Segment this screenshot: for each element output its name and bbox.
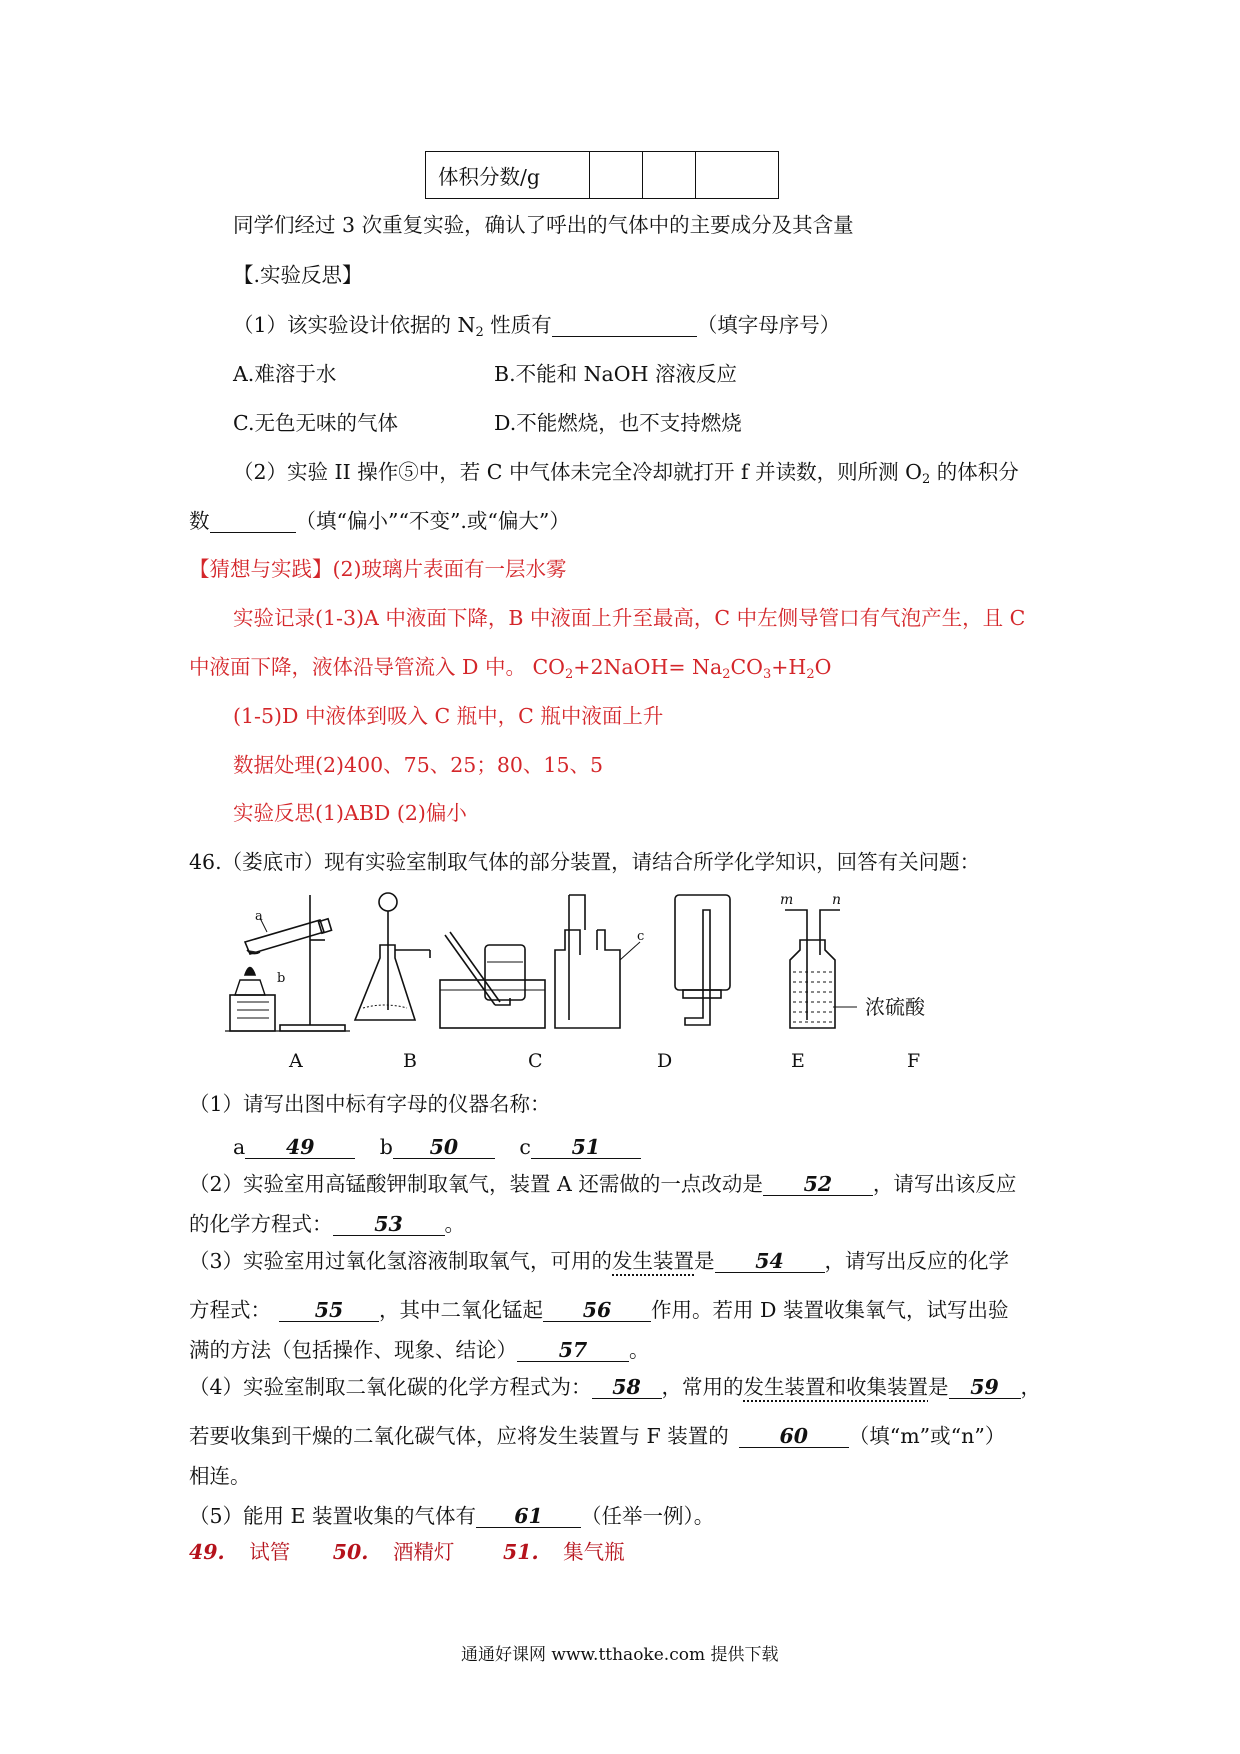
answer-blank: 60 — [739, 1425, 849, 1448]
text: （2）实验室用高锰酸钾制取氧气，装置 A 还需做的一点改动是 — [189, 1172, 763, 1196]
text: 若要收集到干燥的二氧化碳气体，应将发生装置与 F 装置的 — [189, 1424, 729, 1448]
table-cell — [643, 152, 696, 199]
text: 。 — [444, 1212, 465, 1236]
question-2 — [233, 458, 1019, 486]
apparatus-d — [555, 895, 644, 1028]
mark-n: n — [832, 892, 842, 908]
text: O — [814, 655, 832, 679]
figure-label-e: E — [791, 1050, 805, 1070]
mark-acid: 浓硫酸 — [865, 995, 925, 1019]
text: a — [233, 1135, 246, 1159]
text: 满的方法（包括操作、现象、结论） — [189, 1338, 517, 1362]
answer-blank: 58 — [592, 1376, 662, 1399]
sub-question-3-cont2 — [189, 1336, 650, 1364]
question-2-cont — [189, 507, 570, 535]
text: 中液面下降，液体沿导管流入 D 中。 CO — [189, 655, 565, 679]
text: ，请写出反应的化学 — [824, 1249, 1010, 1273]
final-answers — [189, 1538, 625, 1566]
text: 作用。若用 D 装置收集氧气，试写出验 — [651, 1298, 1009, 1322]
text: ，其中二氧化锰起 — [379, 1298, 543, 1322]
text: ，请写出该反应 — [872, 1172, 1017, 1196]
answer-value: 酒精灯 — [392, 1540, 455, 1564]
sub-question-3-cont — [189, 1296, 1008, 1324]
text: 性质有 — [483, 313, 552, 337]
text: 是 — [694, 1249, 715, 1273]
answer-line: (1-5)D 中液体到吸入 C 瓶中，C 瓶中液面上升 — [233, 704, 664, 728]
table-row-label: 体积分数/g — [426, 152, 590, 199]
apparatus-e — [675, 895, 730, 1025]
text: （5）能用 E 装置收集的气体有 — [189, 1504, 477, 1528]
answer-line: 实验记录(1-3)A 中液面下降，B 中液面上升至最高，C 中左侧导管口有气泡产生，且 C — [233, 606, 1026, 630]
answer-line: 实验反思(1)ABD (2)偏小 — [233, 801, 467, 825]
text: （填字母序号） — [696, 313, 841, 337]
subscript: 2 — [921, 472, 931, 487]
apparatus-b — [355, 893, 430, 1020]
text: （填“偏小”“不变”.或“偏大”） — [295, 509, 570, 533]
answer-blank — [552, 314, 697, 337]
text: （1）该实验设计依据的 N — [233, 313, 476, 337]
mark-c: c — [637, 929, 645, 944]
text: ， — [1020, 1375, 1042, 1399]
figure-label-c: C — [528, 1050, 543, 1070]
option-d: D.不能燃烧，也不支持燃烧 — [494, 411, 742, 435]
mark-m: m — [780, 892, 794, 908]
answer-blank: 49 — [245, 1136, 355, 1159]
subscript: 2 — [475, 325, 484, 340]
text: +H — [771, 655, 807, 679]
emphasis-text: 发生装置和收集装置 — [743, 1375, 929, 1399]
answer-blank: 54 — [715, 1250, 825, 1273]
answer-number: 49. — [189, 1540, 225, 1564]
subscript: 2 — [806, 667, 815, 682]
mark-a: a — [255, 909, 263, 924]
table-row — [426, 152, 779, 199]
answer-equation-line — [189, 653, 831, 681]
apparatus-a — [230, 895, 345, 1031]
text: （填“m”或“n”） — [848, 1424, 1006, 1448]
sub-question-1-blanks — [233, 1133, 641, 1161]
apparatus-c — [440, 932, 545, 1028]
figure-label-b: B — [403, 1050, 417, 1070]
answer-blank: 61 — [476, 1505, 581, 1528]
sub-question-2-cont — [189, 1210, 465, 1238]
sub-question-5 — [189, 1502, 714, 1530]
text: 的化学方程式： — [189, 1212, 333, 1236]
sub-question-4 — [189, 1373, 1041, 1401]
answer-line: 【猜想与实践】(2)玻璃片表面有一层水雾 — [189, 557, 567, 581]
subscript: 2 — [564, 667, 574, 682]
answer-value: 集气瓶 — [563, 1540, 625, 1564]
answer-line: 数据处理(2)400、75、25；80、15、5 — [233, 753, 604, 777]
text: 。 — [629, 1338, 650, 1362]
option-a: A.难溶于水 — [233, 362, 337, 386]
answer-blank: 51 — [531, 1136, 641, 1159]
table-cell — [590, 152, 643, 199]
figure-label-d: D — [657, 1050, 673, 1070]
figure-label-a: A — [289, 1050, 303, 1070]
text: 的体积分 — [930, 460, 1019, 484]
question-46-title: 46.（娄底市）现有实验室制取气体的部分装置，请结合所学化学知识，回答有关问题： — [189, 850, 981, 874]
answer-blank: 55 — [279, 1299, 379, 1322]
table-cell — [696, 152, 779, 199]
text: （2）实验 II 操作⑤中，若 C 中气体未完全冷却就打开 f 并读数，则所测 O — [233, 460, 922, 484]
emphasis-text: 发生装置 — [612, 1249, 695, 1273]
answer-number: 50. — [332, 1540, 369, 1564]
answer-value: 试管 — [249, 1540, 291, 1564]
volume-fraction-table — [425, 151, 779, 199]
sub-question-3 — [189, 1247, 1009, 1275]
option-c: C.无色无味的气体 — [233, 411, 398, 435]
answer-blank: 57 — [517, 1339, 629, 1362]
section-heading: 【.实验反思】 — [233, 263, 363, 287]
text: 数 — [189, 509, 210, 533]
sub-question-4-cont — [189, 1422, 1005, 1450]
page-footer: 通通好课网 www.tthaoke.com 提供下载 — [461, 1645, 779, 1665]
text: c — [519, 1135, 531, 1159]
option-b: B.不能和 NaOH 溶液反应 — [494, 362, 737, 386]
text: CO — [730, 655, 763, 679]
text: ，常用的 — [661, 1375, 744, 1399]
text: （4）实验室制取二氧化碳的化学方程式为： — [189, 1375, 592, 1399]
answer-blank: 53 — [333, 1213, 445, 1236]
text: b — [379, 1135, 393, 1159]
answer-blank: 56 — [543, 1299, 651, 1322]
text: 方程式： — [189, 1298, 271, 1322]
text: +2NaOH= Na — [573, 655, 723, 679]
mark-b: b — [277, 971, 286, 986]
sub-question-2 — [189, 1170, 1016, 1198]
answer-blank: 50 — [393, 1136, 495, 1159]
apparatus-figure — [225, 890, 1085, 1070]
answer-blank — [210, 510, 296, 533]
question-1 — [233, 311, 840, 339]
text-line: 同学们经过 3 次重复实验，确认了呼出的气体中的主要成分及其含量 — [233, 213, 854, 237]
answer-number: 51. — [502, 1540, 539, 1564]
answer-blank: 59 — [949, 1376, 1021, 1399]
text: 是 — [928, 1375, 949, 1399]
answer-blank: 52 — [763, 1173, 873, 1196]
sub-question-1: （1）请写出图中标有字母的仪器名称： — [189, 1092, 551, 1116]
text: （3）实验室用过氧化氢溶液制取氧气，可用的 — [189, 1249, 613, 1273]
apparatus-f — [780, 892, 926, 1028]
subscript: 2 — [722, 667, 731, 682]
figure-label-f: F — [907, 1050, 921, 1070]
sub-question-4-cont2: 相连。 — [189, 1464, 251, 1488]
subscript: 3 — [762, 667, 772, 682]
text: （任举一例）。 — [581, 1504, 715, 1528]
